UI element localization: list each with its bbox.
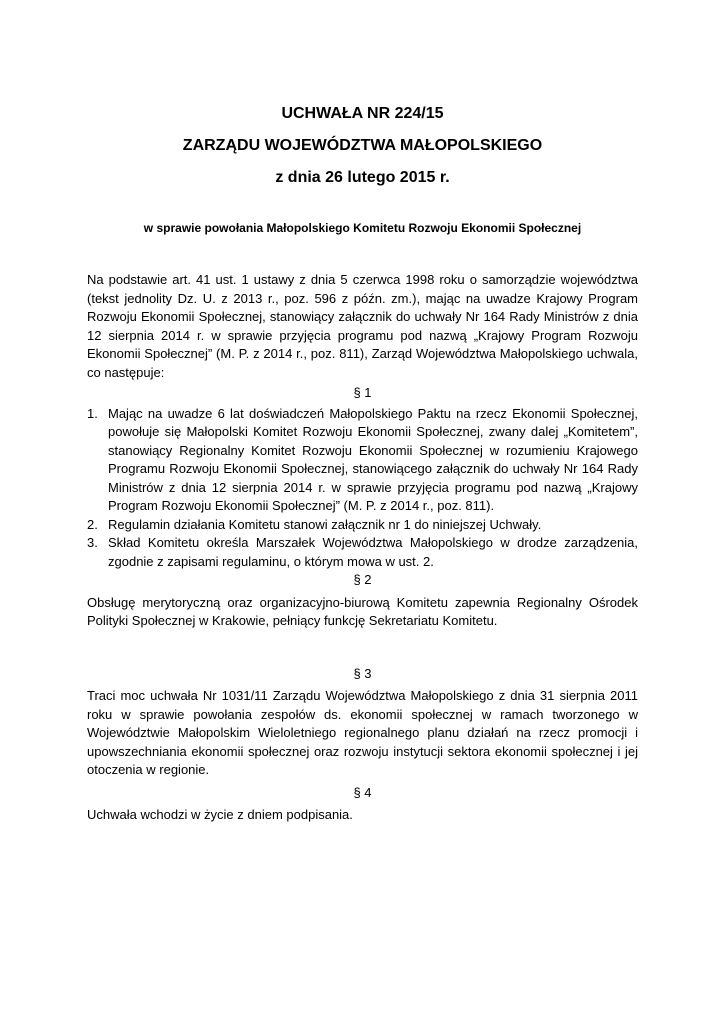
resolution-subject: w sprawie powołania Małopolskiego Komitetu Rozwoju Ekonomii Społecznej	[143, 221, 582, 235]
point-text: Regulamin działania Komitetu stanowi załącznik nr 1 do niniejszej Uchwały.	[108, 516, 542, 532]
point-number: 2.	[87, 516, 98, 532]
point-number: 3.	[87, 535, 98, 550]
section-4-text: Uchwała wchodzi w życie z dniem podpisania.	[87, 807, 353, 822]
section-1-points	[87, 405, 638, 572]
legal-basis-paragraph: Na podstawie art. 41 ust. 1 ustawy z dnia 5 czerwca 1998 roku o samorządzie województwa (tekst jednolity Dz. U. z 2013 r., poz. 596 z późn. zm.), mając na uwadze Krajowy Program Rozwoju Ekonomii Społecznej, stanowiący załącznik do uchwały Nr 164 Rady Ministrów z dnia 12 sierpnia 2014 r. w sprawie przyjęcia programu pod nazwą „Krajowy Program Rozwoju Ekonomii Społecznej” (M. P. z 2014 r., poz. 811), Zarząd Województwa Małopolskiego uchwala, co następuje:	[87, 272, 638, 380]
resolution-date: z dnia 26 lutego 2015 r.	[275, 169, 450, 186]
resolution-number: UCHWAŁA NR 224/15	[281, 105, 444, 122]
section-2-sign: § 2	[353, 572, 372, 587]
section-1-point	[87, 534, 638, 571]
section-2-text: Obsługę merytoryczną oraz organizacyjno-biurową Komitetu zapewnia Regionalny Ośrodek Polityki Społecznej w Krakowie, pełniący funkcję Sekretariatu Komitetu.	[87, 594, 638, 628]
section-3-text: Traci moc uchwała Nr 1031/11 Zarządu Województwa Małopolskiego z dnia 31 sierpnia 2011 roku w sprawie powołania zespołów ds. ekonomii społecznej w ramach tworzonego w Województwie Małopolskim Wieloletniego regionalnego planu działań na rzecz promocji i upowszechniania ekonomii społecznej oraz rozwoju instytucji sektora ekonomii społecznej i jej otoczenia w regionie.	[87, 688, 638, 777]
issuing-body: ZARZĄDU WOJEWÓDZTWA MAŁOPOLSKIEGO	[182, 137, 543, 154]
point-number: 1.	[87, 405, 98, 421]
section-3-sign: § 3	[353, 665, 372, 681]
section-1-point	[87, 405, 638, 516]
point-text: Skład Komitetu określa Marszałek Województwa Małopolskiego w drodze zarządzenia, zgodnie z zapisami regulaminu, o którym mowa w ust. 2.	[108, 535, 638, 569]
section-4-sign: § 4	[353, 784, 372, 800]
point-text: Mając na uwadze 6 lat doświadczeń Małopolskiego Paktu na rzecz Ekonomii Społecznej, powołuje się Małopolski Komitet Rozwoju Ekonomii Społecznej, zwany dalej „Komitetem”, stanowiący Regionalny Komitet Rozwoju Ekonomii Społecznej w rozumieniu Krajowego Programu Rozwoju Ekonomii Społecznej, stanowiącego załącznik do uchwały Nr 164 Rady Ministrów z dnia 12 sierpnia 2014 r. w sprawie przyjęcia programu pod nazwą „Krajowy Program Rozwoju Ekonomii Społecznej” (M. P. z 2014 r., poz. 811).	[108, 405, 638, 513]
document-page	[87, 98, 638, 825]
section-1-point	[87, 516, 638, 535]
section-1-sign: § 1	[353, 385, 372, 400]
